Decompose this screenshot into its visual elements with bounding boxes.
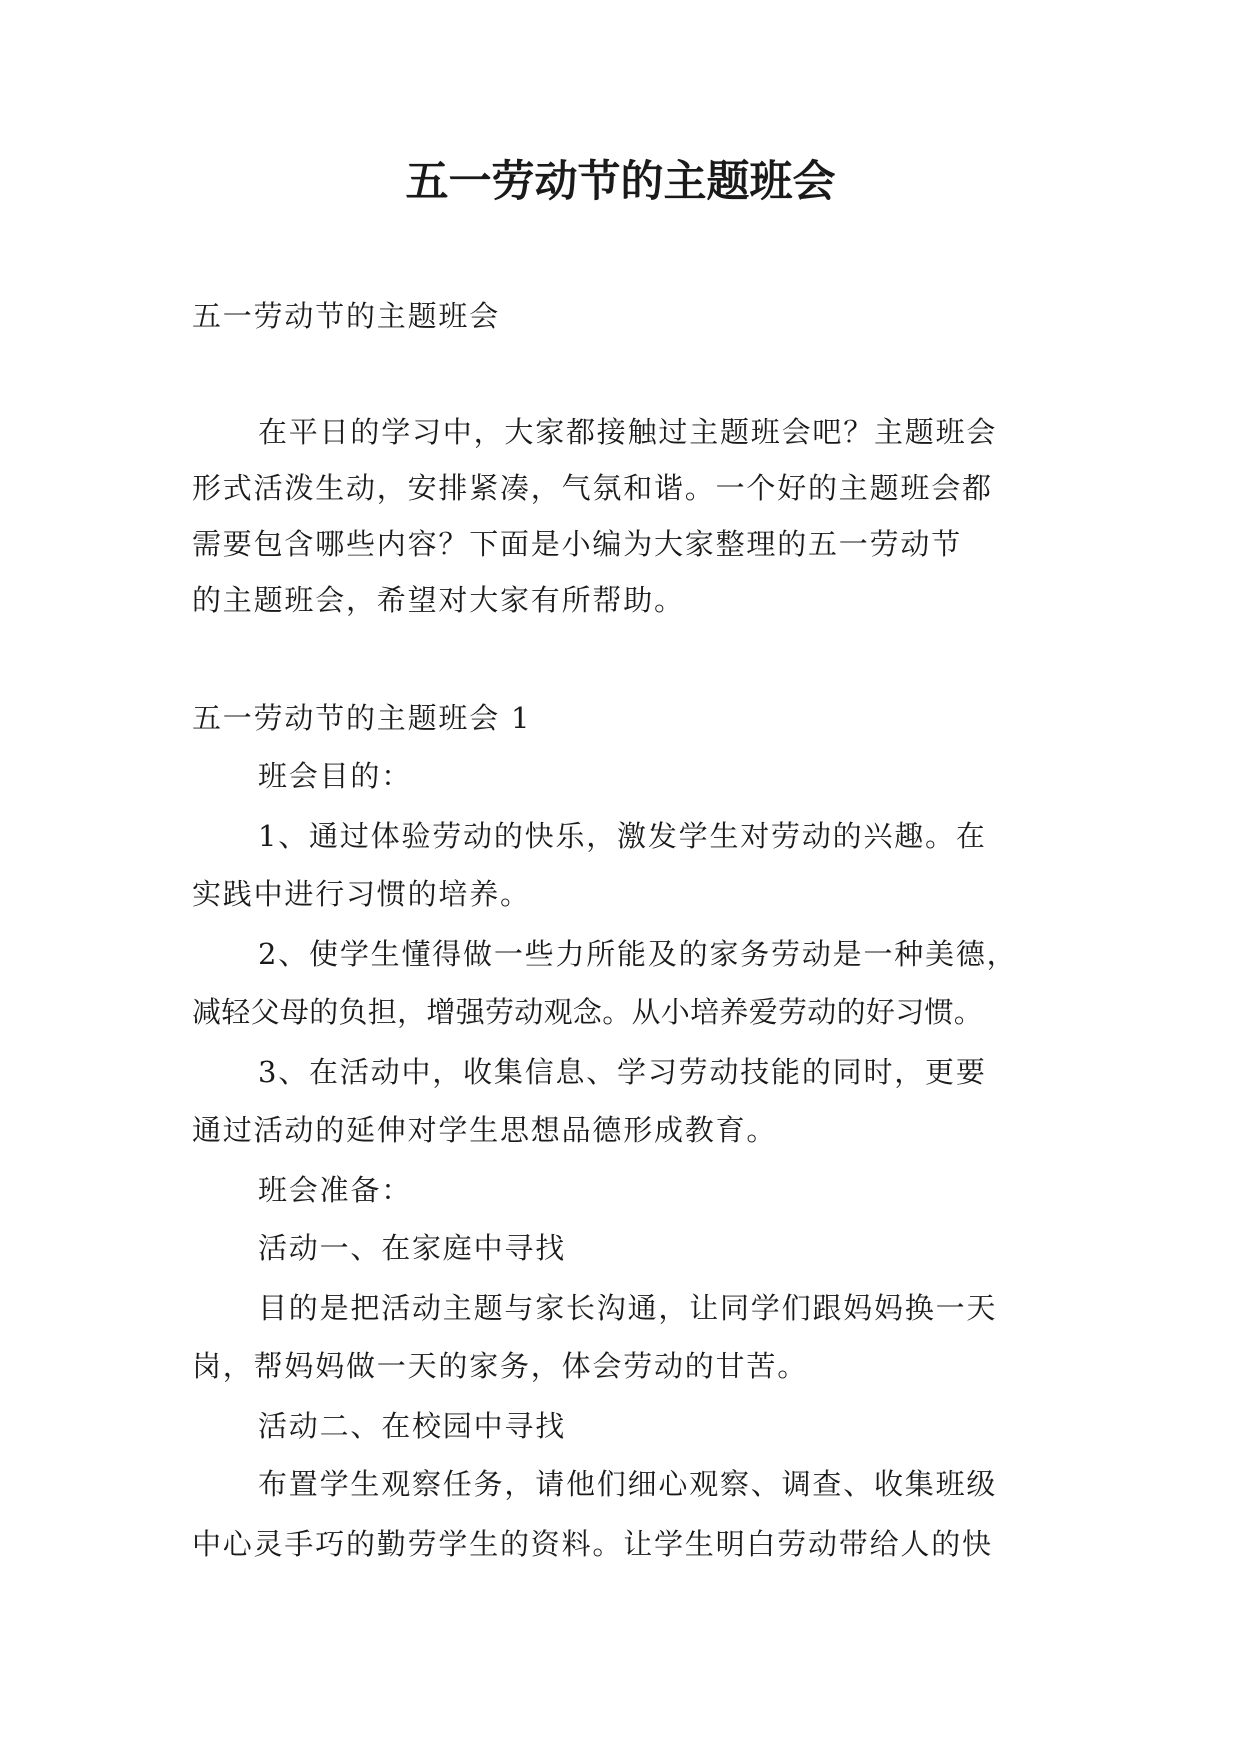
body-line: 中心灵手巧的勤劳学生的资料。让学生明白劳动带给人的快 — [192, 1527, 993, 1561]
document-title: 五一劳动节的主题班会 — [405, 157, 836, 207]
body-line: 班会目的： — [258, 759, 413, 793]
body-line: 实践中进行习惯的培养。 — [192, 877, 531, 911]
body-line: 3、在活动中，收集信息、学习劳动技能的同时，更要 — [258, 1055, 987, 1089]
intro-line: 在平日的学习中，大家都接触过主题班会吧？主题班会 — [258, 415, 998, 449]
body-line: 活动一、在家庭中寻找 — [258, 1231, 567, 1265]
body-line: 岗，帮妈妈做一天的家务，体会劳动的甘苦。 — [192, 1349, 809, 1383]
body-line: 布置学生观察任务，请他们细心观察、调查、收集班级 — [258, 1467, 998, 1501]
body-line: 1、通过体验劳动的快乐，激发学生对劳动的兴趣。在 — [258, 819, 987, 853]
section-heading: 五一劳动节的主题班会 1 — [192, 701, 532, 735]
body-line: 目的是把活动主题与家长沟通，让同学们跟妈妈换一天 — [258, 1291, 998, 1325]
body-line: 活动二、在校园中寻找 — [258, 1409, 567, 1443]
body-line: 通过活动的延伸对学生思想品德形成教育。 — [192, 1113, 778, 1147]
intro-line: 形式活泼生动，安排紧凑，气氛和谐。一个好的主题班会都 — [192, 471, 993, 505]
intro-line: 需要包含哪些内容？下面是小编为大家整理的五一劳动节 — [192, 527, 963, 561]
body-line: 减轻父母的负担，增强劳动观念。从小培养爱劳动的好习惯。 — [192, 995, 984, 1029]
document-subtitle: 五一劳动节的主题班会 — [192, 299, 501, 333]
intro-line: 的主题班会，希望对大家有所帮助。 — [192, 583, 685, 617]
body-line: 2、使学生懂得做一些力所能及的家务劳动是一种美德， — [258, 937, 1018, 971]
body-line: 班会准备： — [258, 1173, 413, 1207]
